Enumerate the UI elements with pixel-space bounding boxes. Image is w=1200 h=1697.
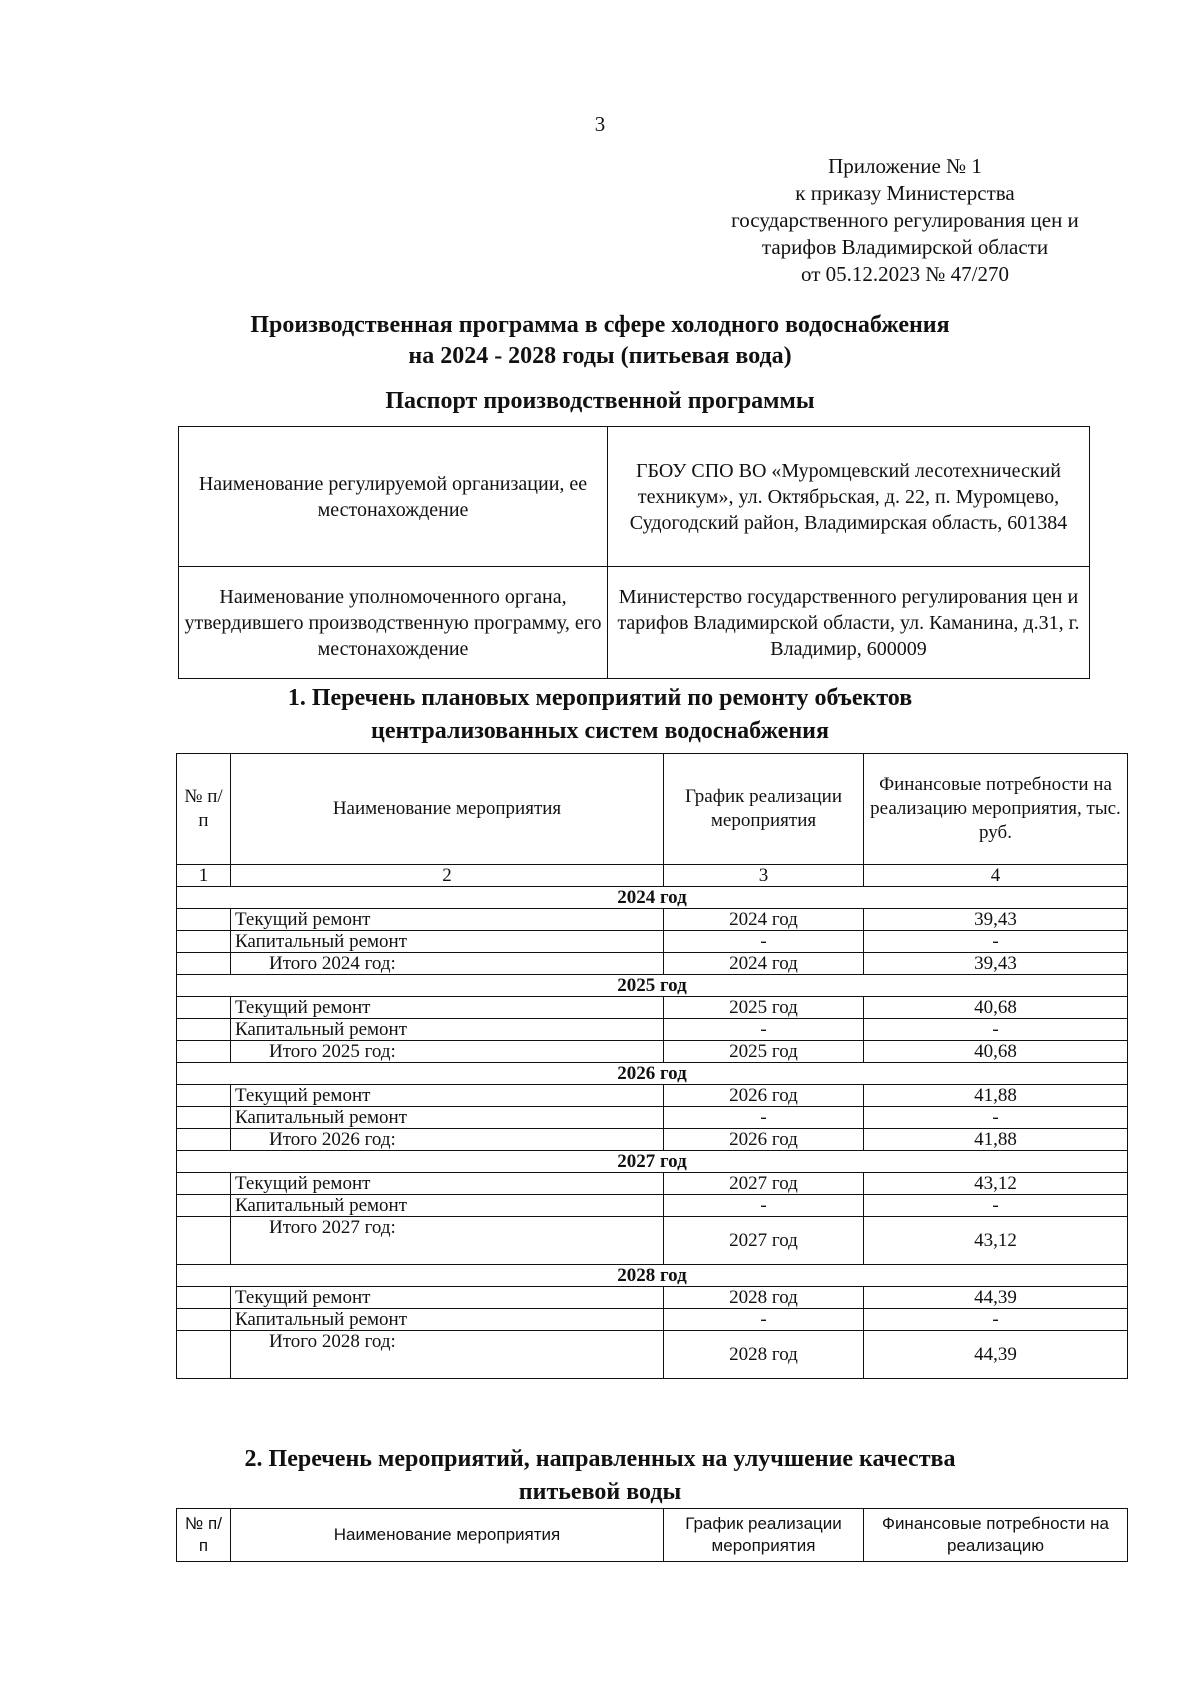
event-amount: 41,88 <box>864 1085 1128 1107</box>
title-line: питьевой воды <box>518 1479 682 1505</box>
table-row <box>177 1085 1128 1107</box>
passport-row <box>179 427 1090 567</box>
event-schedule: - <box>664 1019 864 1041</box>
event-name: Текущий ремонт <box>231 1173 664 1195</box>
header-finance: Финансовые потребности на реализацию мероприятия, тыс. руб. <box>864 754 1128 865</box>
header-schedule: График реализации мероприятия <box>664 1509 864 1562</box>
table-row <box>177 953 1128 975</box>
title-line: на 2024 - 2028 годы (питьевая вода) <box>408 343 792 369</box>
event-amount: - <box>864 1195 1128 1217</box>
event-name: Капитальный ремонт <box>231 931 664 953</box>
event-schedule: - <box>664 1195 864 1217</box>
event-name: Текущий ремонт <box>231 997 664 1019</box>
event-total: Итого 2024 год: <box>231 953 664 975</box>
header-finance: Финансовые потребности на реализацию <box>864 1509 1128 1562</box>
table-row <box>177 931 1128 953</box>
event-schedule: 2024 год <box>664 953 864 975</box>
appendix-line: к приказу Министерства <box>795 181 1015 205</box>
year-label: 2025 год <box>177 975 1128 997</box>
event-name: Текущий ремонт <box>231 1085 664 1107</box>
appendix-line: тарифов Владимирской области <box>761 235 1049 259</box>
section1-title <box>0 682 1200 748</box>
passport-table <box>178 426 1090 679</box>
appendix-line: Приложение № 1 <box>828 154 982 178</box>
passport-value: ГБОУ СПО ВО «Муромцевский лесотехнический техникум», ул. Октябрьская, д. 22, п. Муромцево, Судогодский район, Владимирская область, 601384 <box>608 427 1090 567</box>
column-number-row <box>177 865 1128 887</box>
event-schedule: 2026 год <box>664 1085 864 1107</box>
column-number: 2 <box>231 865 664 887</box>
event-amount: 43,12 <box>864 1217 1128 1265</box>
table-row <box>177 1287 1128 1309</box>
event-schedule: - <box>664 1309 864 1331</box>
year-label: 2028 год <box>177 1265 1128 1287</box>
passport-title: Паспорт производственной программы <box>385 388 815 414</box>
appendix-line: от 05.12.2023 № 47/270 <box>800 262 1010 286</box>
event-amount: - <box>864 1309 1128 1331</box>
event-schedule: - <box>664 1107 864 1129</box>
passport-label: Наименование регулируемой организации, ее местонахождение <box>179 427 608 567</box>
year-label: 2027 год <box>177 1151 1128 1173</box>
event-amount: 39,43 <box>864 909 1128 931</box>
table-header-row <box>177 1509 1128 1562</box>
column-number: 4 <box>864 865 1128 887</box>
column-number: 1 <box>177 865 231 887</box>
event-name: Текущий ремонт <box>231 909 664 931</box>
page-number: 3 <box>594 112 606 136</box>
event-schedule: 2025 год <box>664 1041 864 1063</box>
event-amount: 40,68 <box>864 1041 1128 1063</box>
event-schedule: 2027 год <box>664 1173 864 1195</box>
passport-label: Наименование уполномоченного органа, утвердившего производственную программу, его местонахождение <box>179 567 608 679</box>
event-schedule: 2027 год <box>664 1217 864 1265</box>
year-label: 2026 год <box>177 1063 1128 1085</box>
event-schedule: 2025 год <box>664 997 864 1019</box>
table-row <box>177 909 1128 931</box>
table-row <box>177 1331 1128 1379</box>
event-amount: - <box>864 1107 1128 1129</box>
year-row <box>177 975 1128 997</box>
header-num: № п/п <box>177 1509 231 1562</box>
header-name: Наименование мероприятия <box>231 754 664 865</box>
table-row <box>177 1019 1128 1041</box>
header-name: Наименование мероприятия <box>231 1509 664 1562</box>
year-row <box>177 887 1128 909</box>
event-schedule: - <box>664 931 864 953</box>
event-schedule: 2026 год <box>664 1129 864 1151</box>
event-amount: 39,43 <box>864 953 1128 975</box>
event-amount: 41,88 <box>864 1129 1128 1151</box>
event-total: Итого 2026 год: <box>231 1129 664 1151</box>
year-row <box>177 1063 1128 1085</box>
event-amount: 40,68 <box>864 997 1128 1019</box>
table-row <box>177 1195 1128 1217</box>
event-schedule: 2028 год <box>664 1331 864 1379</box>
appendix-header <box>700 153 1110 288</box>
passport-value: Министерство государственного регулирования цен и тарифов Владимирской области, ул. Каманина, д.31, г. Владимир, 600009 <box>608 567 1090 679</box>
header-schedule: График реализации мероприятия <box>664 754 864 865</box>
table-header-row <box>177 754 1128 865</box>
year-row <box>177 1151 1128 1173</box>
year-row <box>177 1265 1128 1287</box>
event-amount: - <box>864 931 1128 953</box>
event-amount: - <box>864 1019 1128 1041</box>
event-name: Капитальный ремонт <box>231 1309 664 1331</box>
event-name: Капитальный ремонт <box>231 1019 664 1041</box>
table-row <box>177 1107 1128 1129</box>
table-row <box>177 997 1128 1019</box>
event-total: Итого 2027 год: <box>231 1217 664 1265</box>
section2-title <box>0 1443 1200 1509</box>
document-title <box>0 310 1200 372</box>
quality-plan-table <box>176 1508 1128 1562</box>
appendix-line: государственного регулирования цен и <box>731 208 1079 232</box>
event-amount: 44,39 <box>864 1287 1128 1309</box>
event-name: Капитальный ремонт <box>231 1107 664 1129</box>
title-line: централизованных систем водоснабжения <box>371 718 829 744</box>
table-row <box>177 1129 1128 1151</box>
event-schedule: 2028 год <box>664 1287 864 1309</box>
header-num: № п/п <box>177 754 231 865</box>
event-schedule: 2024 год <box>664 909 864 931</box>
event-total: Итого 2025 год: <box>231 1041 664 1063</box>
event-name: Текущий ремонт <box>231 1287 664 1309</box>
title-line: 1. Перечень плановых мероприятий по ремонту объектов <box>287 685 913 711</box>
table-row <box>177 1173 1128 1195</box>
event-total: Итого 2028 год: <box>231 1331 664 1379</box>
title-line: Производственная программа в сфере холодного водоснабжения <box>250 312 950 338</box>
title-line: 2. Перечень мероприятий, направленных на улучшение качества <box>244 1446 956 1472</box>
year-label: 2024 год <box>177 887 1128 909</box>
table-row <box>177 1309 1128 1331</box>
table-row <box>177 1217 1128 1265</box>
event-amount: 43,12 <box>864 1173 1128 1195</box>
repair-plan-table <box>176 753 1128 1379</box>
event-name: Капитальный ремонт <box>231 1195 664 1217</box>
event-amount: 44,39 <box>864 1331 1128 1379</box>
table-row <box>177 1041 1128 1063</box>
column-number: 3 <box>664 865 864 887</box>
passport-row <box>179 567 1090 679</box>
